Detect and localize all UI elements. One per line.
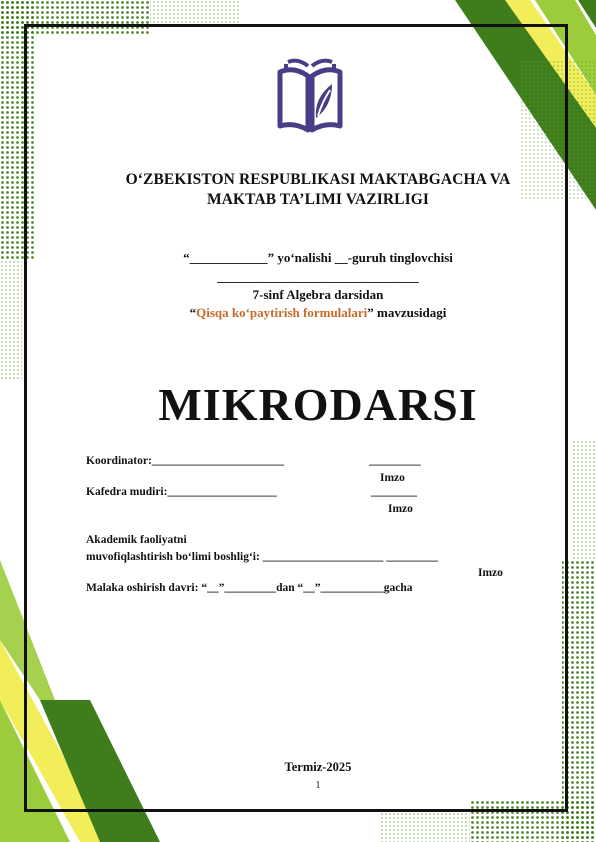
head-imzo: Imzo <box>388 503 413 515</box>
place-year: Termiz-2025 <box>284 760 352 774</box>
head-label: Kafedra mudiri:___________________ <box>86 486 277 498</box>
open-book-logo-icon <box>274 56 346 136</box>
subject-line: 7-sinf Algebra darsidan <box>252 287 384 302</box>
head-signature-line: ________ <box>371 486 417 498</box>
audience-line-2: _______________________________ <box>217 269 419 284</box>
training-period: Malaka oshirish davri: “__”_________dan “__”___________gacha <box>86 582 413 594</box>
ministry-line-1: O‘ZBEKISTON RESPUBLIKASI MAKTABGACHA VA <box>125 171 511 188</box>
page-number: 1 <box>315 780 321 791</box>
topic-quote-open: “ <box>189 305 197 320</box>
topic-line <box>60 305 576 321</box>
topic-name: Qisqa ko‘paytirish formulalari <box>196 305 368 320</box>
coordinator-signature-line: _________ <box>369 455 421 467</box>
coordinator-imzo: Imzo <box>380 472 405 484</box>
ministry-line-2: MAKTAB TA’LIMI VAZIRLIGI <box>206 191 430 208</box>
academic-label-1: Akademik faoliyatni <box>86 534 187 546</box>
audience-line-1: “____________” yo‘nalishi __-guruh tinglovchisi <box>183 250 453 265</box>
academic-imzo: Imzo <box>478 567 503 579</box>
topic-quote-close: ” mavzusidagi <box>367 305 447 320</box>
academic-label-2: muvofiqlashtirish bo‘limi boshlig‘i: _____________________ _________ <box>86 551 439 563</box>
page-title: MIKRODARSI <box>158 379 478 430</box>
coordinator-label: Koordinator:_______________________ <box>86 455 285 467</box>
